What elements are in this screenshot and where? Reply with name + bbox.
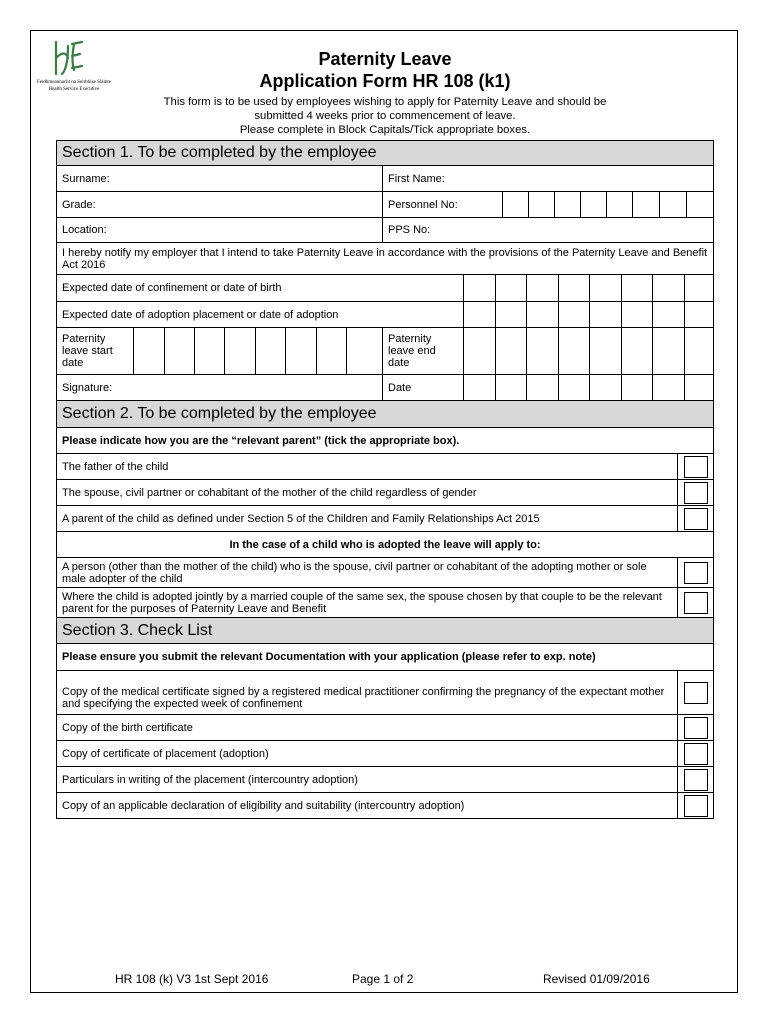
intro-line-1: This form is to be used by employees wishing to apply for Paternity Leave and should be — [163, 96, 607, 108]
end-date-box[interactable] — [559, 328, 590, 375]
adoption-date-box[interactable] — [685, 302, 714, 328]
checklist-placement-particulars-checkbox[interactable] — [684, 769, 708, 791]
signature-date-box[interactable] — [653, 375, 685, 401]
checklist-medical-cert-checkbox[interactable] — [684, 682, 708, 704]
adoption-date-box[interactable] — [590, 302, 622, 328]
hse-logo-mark-icon — [48, 38, 88, 78]
confinement-date-box[interactable] — [653, 275, 685, 302]
section1-header: Section 1. To be completed by the employee — [57, 141, 714, 166]
grade-field[interactable]: Grade: — [57, 192, 383, 218]
section2-header: Section 2. To be completed by the employee — [57, 401, 714, 428]
checklist-placement-cert-label: Copy of certificate of placement (adoption) — [57, 741, 678, 767]
end-date-box[interactable] — [464, 328, 496, 375]
logo-irish-text: Feidhmeannacht na Seirbhíse Sláinte — [36, 80, 111, 85]
checklist-declaration-label: Copy of an applicable declaration of eligibility and suitability (intercountry adoption) — [57, 793, 678, 819]
confinement-date-box[interactable] — [622, 275, 653, 302]
option-spouse-label: The spouse, civil partner or cohabitant of the mother of the child regardless of gender — [57, 480, 678, 506]
end-date-box[interactable] — [622, 328, 653, 375]
option-spouse-checkbox[interactable] — [684, 482, 708, 504]
section3-header: Section 3. Check List — [57, 618, 714, 644]
surname-field[interactable]: Surname: — [57, 166, 383, 192]
section1-dates-table — [56, 274, 714, 401]
end-date-label: Paternity leave end date — [383, 328, 464, 375]
location-field[interactable]: Location: — [57, 218, 383, 243]
start-date-box[interactable] — [225, 328, 256, 375]
confinement-date-box[interactable] — [685, 275, 714, 302]
signature-date-box[interactable] — [464, 375, 496, 401]
checklist-placement-cert-checkbox[interactable] — [684, 743, 708, 765]
start-date-box[interactable] — [165, 328, 195, 375]
signature-field[interactable]: Signature: — [57, 375, 383, 401]
intro-line-3: Please complete in Block Capitals/Tick appropriate boxes. — [239, 124, 531, 136]
signature-date-box[interactable] — [527, 375, 559, 401]
adopt-option-person-label: A person (other than the mother of the child) who is the spouse, civil partner or cohabitant of the adopting mother or sole male adopter of the child — [57, 558, 678, 588]
footer-page-number: Page 1 of 2 — [352, 972, 414, 986]
section2-instruction: Please indicate how you are the “relevant parent” (tick the appropriate box). — [57, 428, 714, 454]
pps-no-field[interactable]: PPS No: — [383, 218, 714, 243]
footer-version: HR 108 (k) V3 1st Sept 2016 — [115, 972, 269, 986]
confinement-date-box[interactable] — [590, 275, 622, 302]
first-name-field[interactable]: First Name: — [383, 166, 714, 192]
adopt-option-couple-label: Where the child is adopted jointly by a married couple of the same sex, the spouse chosen by that couple to be the relevant parent for the purposes of Paternity Leave and Benefit — [57, 588, 678, 618]
end-date-box[interactable] — [590, 328, 622, 375]
personnel-no-box[interactable] — [607, 192, 633, 218]
adopt-option-person-checkbox[interactable] — [684, 562, 708, 584]
section2-3-table — [56, 400, 714, 819]
start-date-box[interactable] — [256, 328, 286, 375]
checklist-medical-cert-label: Copy of the medical certificate signed by a registered medical practitioner confirming the pregnancy of the expectant mother and specifying the expected week of confinement — [57, 671, 678, 715]
form-title: Paternity Leave — [318, 49, 452, 69]
personnel-no-box[interactable] — [660, 192, 687, 218]
confinement-date-box[interactable] — [464, 275, 496, 302]
confinement-date-box[interactable] — [559, 275, 590, 302]
option-parent-checkbox[interactable] — [684, 508, 708, 530]
form-subtitle: Application Form HR 108 (k1) — [259, 71, 511, 91]
signature-date-box[interactable] — [590, 375, 622, 401]
adoption-date-label: Expected date of adoption placement or date of adoption — [57, 302, 464, 328]
option-father-checkbox[interactable] — [684, 456, 708, 478]
confinement-date-label: Expected date of confinement or date of birth — [57, 275, 464, 302]
confinement-date-box[interactable] — [527, 275, 559, 302]
adopted-heading: In the case of a child who is adopted the leave will apply to: — [57, 532, 714, 558]
signature-date-box[interactable] — [496, 375, 527, 401]
end-date-box[interactable] — [527, 328, 559, 375]
personnel-no-box[interactable] — [633, 192, 660, 218]
signature-date-box[interactable] — [559, 375, 590, 401]
section3-instruction: Please ensure you submit the relevant Documentation with your application (please refer to exp. note) — [57, 644, 714, 671]
notify-statement: I hereby notify my employer that I intend to take Paternity Leave in accordance with the provisions of the Paternity Leave and Benefit Act 2016 — [57, 243, 714, 275]
adoption-date-box[interactable] — [527, 302, 559, 328]
start-date-box[interactable] — [317, 328, 347, 375]
checklist-birth-cert-label: Copy of the birth certificate — [57, 715, 678, 741]
start-date-box[interactable] — [134, 328, 165, 375]
personnel-no-box[interactable] — [503, 192, 529, 218]
adoption-date-box[interactable] — [496, 302, 527, 328]
checklist-placement-particulars-label: Particulars in writing of the placement (intercountry adoption) — [57, 767, 678, 793]
personnel-no-box[interactable] — [555, 192, 581, 218]
option-parent-label: A parent of the child as defined under Section 5 of the Children and Family Relationships Act 2015 — [57, 506, 678, 532]
adopt-option-couple-checkbox[interactable] — [684, 592, 708, 614]
adoption-date-box[interactable] — [464, 302, 496, 328]
personnel-no-box[interactable] — [581, 192, 607, 218]
start-date-box[interactable] — [195, 328, 225, 375]
end-date-box[interactable] — [496, 328, 527, 375]
checklist-declaration-checkbox[interactable] — [684, 795, 708, 817]
date-label: Date — [383, 375, 464, 401]
section1-table — [56, 140, 714, 275]
personnel-no-box[interactable] — [529, 192, 555, 218]
end-date-box[interactable] — [653, 328, 685, 375]
confinement-date-box[interactable] — [496, 275, 527, 302]
signature-date-box[interactable] — [685, 375, 714, 401]
personnel-no-label: Personnel No: — [383, 192, 503, 218]
adoption-date-box[interactable] — [622, 302, 653, 328]
start-date-label: Paternity leave start date — [57, 328, 134, 375]
checklist-birth-cert-checkbox[interactable] — [684, 717, 708, 739]
hse-logo — [34, 38, 114, 98]
option-father-label: The father of the child — [57, 454, 678, 480]
footer-revised-date: Revised 01/09/2016 — [543, 972, 650, 986]
start-date-box[interactable] — [286, 328, 317, 375]
adoption-date-box[interactable] — [653, 302, 685, 328]
adoption-date-box[interactable] — [559, 302, 590, 328]
logo-english-text: Health Service Executive — [48, 87, 100, 92]
end-date-box[interactable] — [685, 328, 714, 375]
intro-line-2: submitted 4 weeks prior to commencement of leave. — [254, 110, 516, 122]
start-date-box[interactable] — [347, 328, 383, 375]
personnel-no-box[interactable] — [687, 192, 714, 218]
signature-date-box[interactable] — [622, 375, 653, 401]
